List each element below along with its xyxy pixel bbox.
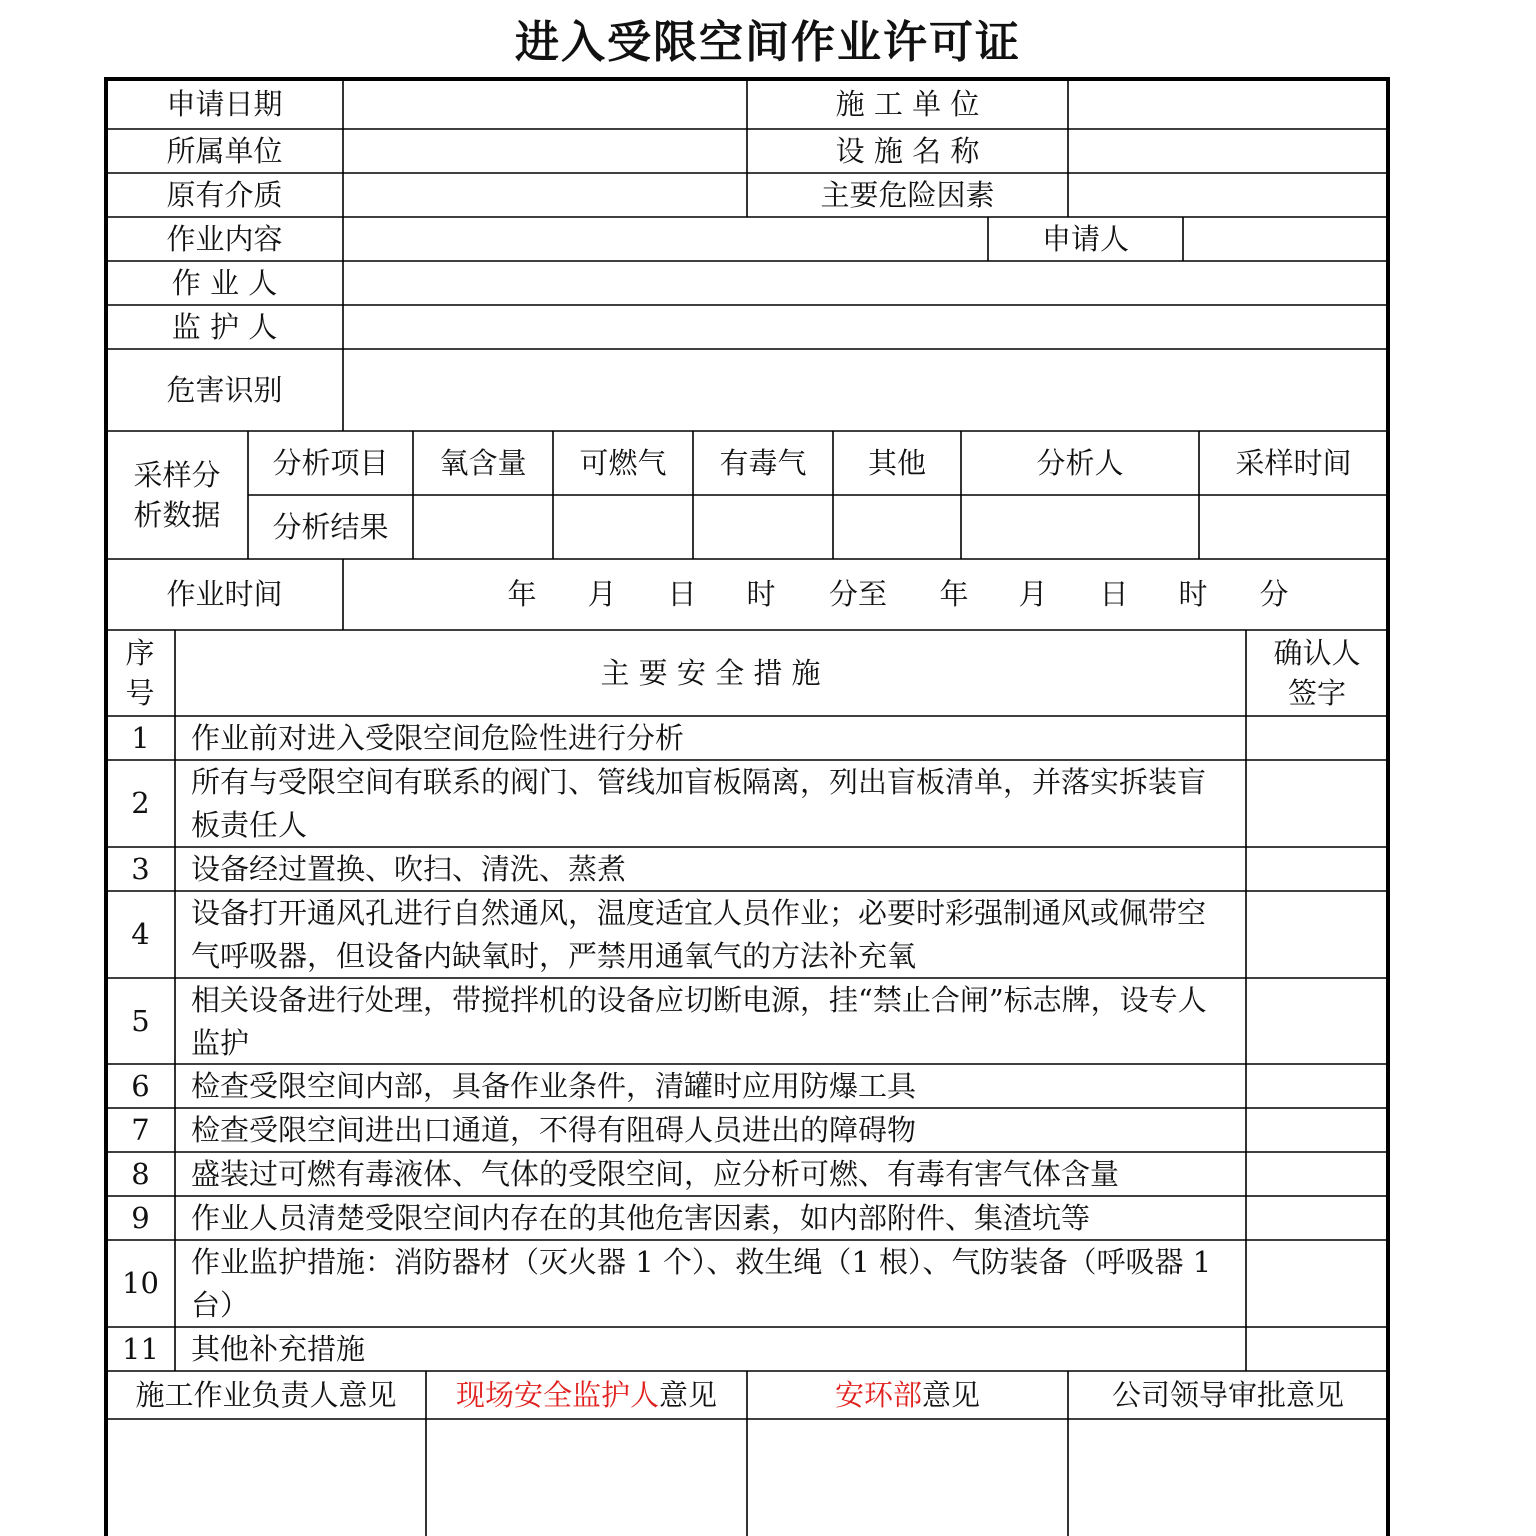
col-analyst: 分析人 xyxy=(1036,445,1124,480)
facility-name-field[interactable] xyxy=(1068,129,1388,173)
opinion-company-leader: 公司领导审批意见 xyxy=(1111,1377,1344,1412)
measure-no: 10 xyxy=(122,1266,159,1301)
label-main-hazards: 主要危险因素 xyxy=(820,177,995,212)
label-construction-unit: 施 工 单 位 xyxy=(835,86,980,121)
label-analysis-item: 分析项目 xyxy=(272,445,389,480)
opinion-ehs-dept-field[interactable] xyxy=(747,1419,1068,1536)
measure-text: 作业前对进入受限空间危险性进行分析 xyxy=(191,720,685,755)
opinion-site-guardian xyxy=(426,1371,747,1419)
main-hazards-field[interactable] xyxy=(1068,173,1388,217)
measure-text: 所有与受限空间有联系的阀门、管线加盲板隔离，列出盲板清单，并落实拆装盲板责任人 xyxy=(191,765,1207,842)
col-combustible-gas: 可燃气 xyxy=(579,445,667,480)
construction-unit-field[interactable] xyxy=(1068,79,1388,129)
measure-text: 其他补充措施 xyxy=(191,1331,366,1366)
opinion-ehs-dept-highlight: 安环部 xyxy=(834,1377,922,1412)
analysis-result-fields[interactable] xyxy=(413,495,1388,559)
measure-text: 设备打开通风孔进行自然通风，温度适宜人员作业；必要时彩强制通风或佩带空气呼吸器，但设备内缺氧时，严禁用通氧气的方法补充氧 xyxy=(191,896,1207,973)
time-unit-minute-end: 分 xyxy=(1259,577,1289,612)
measure-no: 6 xyxy=(131,1068,150,1103)
measure-text: 设备经过置换、吹扫、清洗、蒸煮 xyxy=(191,851,627,886)
measure-text: 相关设备进行处理，带搅拌机的设备应切断电源，挂“禁止合闸”标志牌，设专人监护 xyxy=(191,983,1207,1060)
label-apply-date: 申请日期 xyxy=(166,86,283,121)
measure-text: 作业监护措施：消防器材（灭火器 1 个）、救生绳（1 根）、气防装备（呼吸器 1 台） xyxy=(191,1245,1212,1322)
opinion-construction-lead: 施工作业负责人意见 xyxy=(135,1377,397,1412)
time-unit-day: 日 xyxy=(667,577,697,612)
time-unit-hour: 时 xyxy=(746,577,776,612)
time-unit-year-end: 年 xyxy=(939,577,969,612)
opinion-company-leader-field[interactable] xyxy=(1068,1419,1388,1536)
measure-no: 4 xyxy=(131,917,150,952)
measure-text: 作业人员清楚受限空间内存在的其他危害因素，如内部附件、集渣坑等 xyxy=(191,1200,1091,1235)
hazard-identification-field[interactable] xyxy=(343,349,1388,431)
guardian-field[interactable] xyxy=(343,305,1388,349)
label-original-medium: 原有介质 xyxy=(166,177,283,212)
measure-no: 8 xyxy=(131,1156,150,1191)
label-work-time: 作业时间 xyxy=(166,577,283,612)
measure-no: 9 xyxy=(131,1200,150,1235)
time-unit-hour-end: 时 xyxy=(1178,577,1208,612)
time-unit-year: 年 xyxy=(507,577,537,612)
col-sampling-time: 采样时间 xyxy=(1235,445,1352,480)
time-unit-month: 月 xyxy=(587,577,617,612)
measure-text: 检查受限空间进出口通道，不得有阻碍人员进出的障碍物 xyxy=(191,1112,917,1147)
label-work-content: 作业内容 xyxy=(166,221,283,256)
worker-field[interactable] xyxy=(343,261,1388,305)
measure-no: 5 xyxy=(131,1003,150,1038)
measures-title: 主 要 安 全 措 施 xyxy=(600,655,821,690)
work-content-field[interactable] xyxy=(343,217,988,261)
time-unit-day-end: 日 xyxy=(1099,577,1129,612)
label-sampling-data: 采样分析数据 xyxy=(133,457,221,532)
measure-text: 盛装过可燃有毒液体、气体的受限空间，应分析可燃、有毒有害气体含量 xyxy=(191,1156,1120,1191)
label-worker: 作 业 人 xyxy=(171,265,278,300)
label-analysis-result: 分析结果 xyxy=(272,509,389,544)
col-confirm-signature: 确认人签字 xyxy=(1273,635,1361,710)
belonging-unit-field[interactable] xyxy=(343,129,747,173)
confirm-signature-fields[interactable] xyxy=(1246,716,1388,1371)
original-medium-field[interactable] xyxy=(343,173,747,217)
opinion-ehs-dept-suffix: 意见 xyxy=(922,1377,981,1412)
measure-no: 3 xyxy=(131,851,150,886)
opinion-site-guardian-field[interactable] xyxy=(426,1419,747,1536)
label-belonging-unit: 所属单位 xyxy=(166,133,283,168)
label-applicant: 申请人 xyxy=(1041,221,1129,256)
applicant-field[interactable] xyxy=(1183,217,1388,261)
col-toxic-gas: 有毒气 xyxy=(719,445,807,480)
col-other: 其他 xyxy=(867,445,926,480)
measure-no: 1 xyxy=(131,720,150,755)
measure-no: 11 xyxy=(122,1331,159,1366)
label-facility-name: 设 施 名 称 xyxy=(835,133,980,168)
col-oxygen: 氧含量 xyxy=(439,445,527,480)
time-unit-month-end: 月 xyxy=(1018,577,1048,612)
measure-text: 检查受限空间内部，具备作业条件，清罐时应用防爆工具 xyxy=(191,1068,917,1103)
time-unit-minute-to: 分至 xyxy=(828,577,887,612)
measure-no: 2 xyxy=(131,786,150,821)
opinion-construction-lead-field[interactable] xyxy=(106,1419,426,1536)
apply-date-field[interactable] xyxy=(343,79,747,129)
label-hazard-identification: 危害识别 xyxy=(166,372,283,407)
measure-no: 7 xyxy=(131,1112,150,1147)
label-guardian: 监 护 人 xyxy=(171,309,278,344)
opinion-ehs-dept xyxy=(747,1371,1068,1419)
opinion-site-guardian-highlight: 现场安全监护人 xyxy=(455,1377,659,1412)
opinion-site-guardian-suffix: 意见 xyxy=(659,1377,718,1412)
col-seq-no: 序号 xyxy=(125,635,155,710)
form-title: 进入受限空间作业许可证 xyxy=(515,17,1021,68)
